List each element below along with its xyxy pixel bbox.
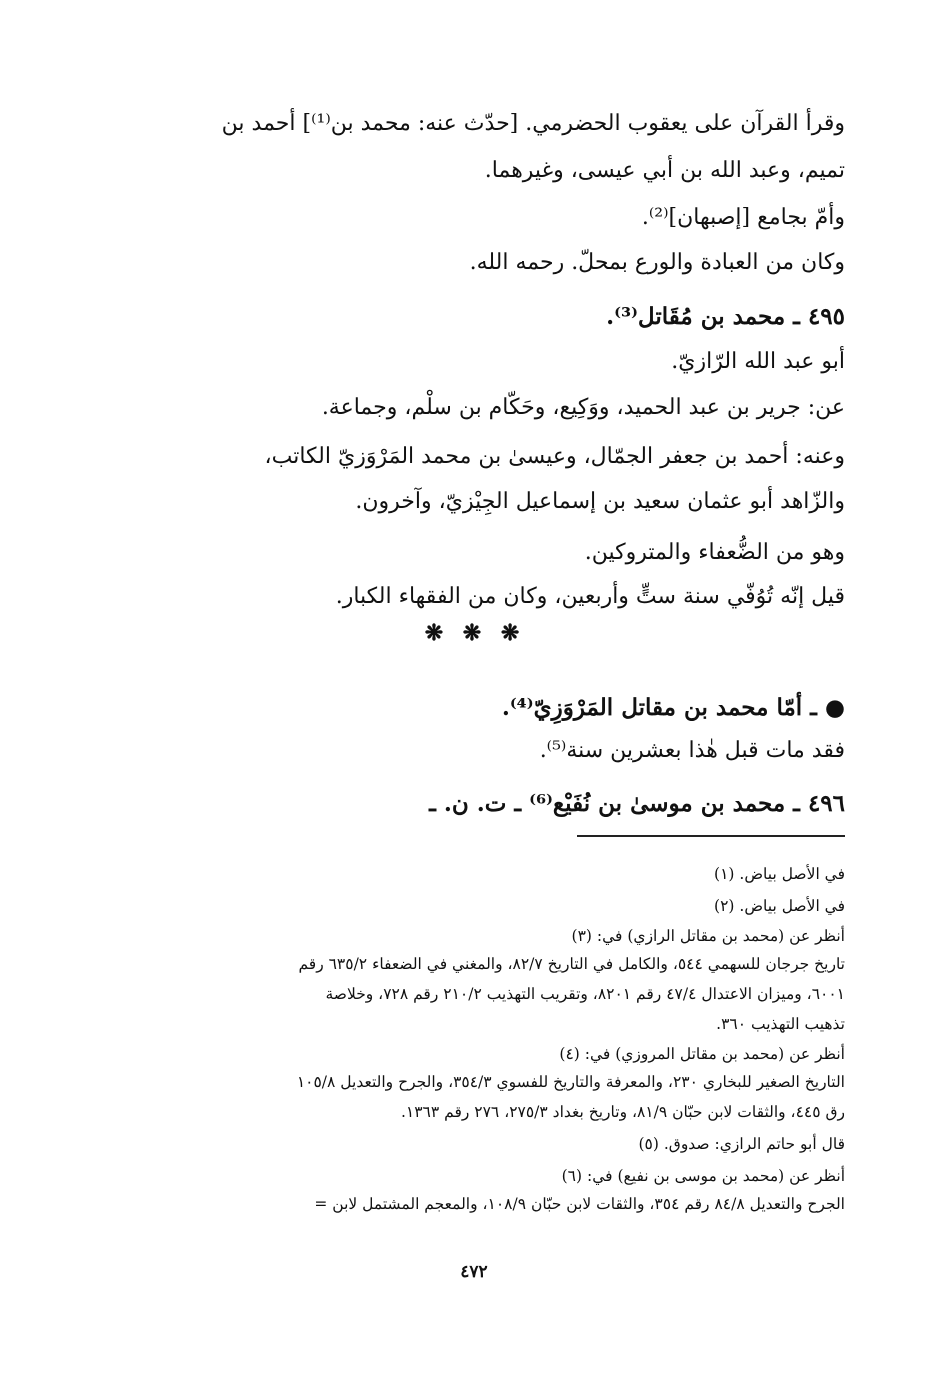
section-separator: ❋ ❋ ❋ (424, 620, 526, 646)
footnote-line: تاريخ جرجان للسهمي ٥٤٤، والكامل في التاريخ ٨٢/٧، والمغني في الضعفاء ٦٣٥/٢ رقم (298, 955, 845, 973)
entry-note-heading: ● ـ أمّا محمد بن مقاتل المَرْوَزِيّ⁽⁴⁾. (501, 694, 845, 721)
text-line: وقرأ القرآن على يعقوب الحضرمي. [حدّث عنه: محمد بن⁽¹⁾] أحمد بن (221, 111, 845, 136)
entry-heading-495: ٤٩٥ ـ محمد بن مُقَاتل⁽³⁾. (606, 303, 845, 330)
text-line: والزّاهد أبو عثمان سعيد بن إسماعيل الجِيْزيّ، وآخرون. (355, 489, 845, 514)
footnote-number: (٤) (559, 1045, 580, 1063)
page-number: ٤٧٢ (460, 1262, 488, 1282)
footnote-divider (577, 835, 845, 837)
footnote-number: (١) (714, 865, 735, 883)
text-line: وعنه: أحمد بن جعفر الجمّال، وعيسىٰ بن محمد المَرْوَزيّ الكاتب، (264, 444, 845, 469)
footnote-line: أنظر عن (محمد بن مقاتل المروزي) في: (٤) (544, 1040, 845, 1068)
footnote-line: ٦٠٠١، وميزان الاعتدال ٤٧/٤ رقم ٨٢٠١، وتقريب التهذيب ٢١٠/٢ رقم ٧٢٨، وخلاصة (325, 985, 845, 1003)
footnote-line: قال أبو حاتم الرازي: صدوق. (٥) (623, 1130, 845, 1158)
footnote-number: (٥) (638, 1135, 659, 1153)
footnote-line: الجرح والتعديل ٨٤/٨ رقم ٣٥٤، والثقات لابن حبّان ١٠٨/٩، والمعجم المشتمل لابن = (314, 1195, 845, 1213)
footnote-line: في الأصل بياض. (١) (698, 860, 845, 888)
text-line: وكان من العبادة والورع بمحلّ. رحمه الله. (469, 250, 845, 275)
text-line: تميم، وعبد الله بن أبي عيسى، وغيرهما. (484, 158, 845, 183)
text-line: قيل إنّه تُوُفّي سنة ستٍّ وأربعين، وكان من الفقهاء الكبار. (335, 584, 845, 609)
footnote-line: في الأصل بياض. (٢) (698, 892, 845, 920)
footnote-number: (٣) (571, 927, 592, 945)
footnote-line: التاريخ الصغير للبخاري ٢٣٠، والمعرفة والتاريخ للفسوي ٣٥٤/٣، والجرح والتعديل ١٠٥/٨ (296, 1073, 845, 1091)
footnote-number: (٦) (561, 1167, 583, 1185)
text-line: وهو من الضُّعفاء والمتروكين. (584, 540, 845, 565)
footnote-line: رق ٤٤٥، والثقات لابن حبّان ٨١/٩، وتاريخ بغداد ٢٧٥/٣، ٢٧٦ رقم ١٣٦٣. (400, 1103, 845, 1121)
text-line: عن: جرير بن عبد الحميد، ووَكِيع، وحَكّام بن سلْم، وجماعة. (321, 395, 845, 420)
footnote-line: أنظر عن (محمد بن موسى بن نفيع) في: (٦) (546, 1162, 845, 1190)
text-line: فقد مات قبل هٰذا بعشرين سنة⁽⁵⁾. (539, 738, 845, 763)
text-line: أبو عبد الله الرّازيّ. (671, 349, 845, 374)
footnote-number: (٢) (714, 897, 735, 915)
entry-heading-496: ٤٩٦ ـ محمد بن موسىٰ بن نُفَيْع⁽⁶⁾ ـ ت. ن. ـ (429, 790, 845, 817)
footnote-line: أنظر عن (محمد بن مقاتل الرازي) في: (٣) (556, 922, 845, 950)
footnote-line: تذهيب التهذيب ٣٦٠. (716, 1015, 845, 1033)
text-line: وأمّ بجامع [إصبهان]⁽²⁾. (641, 205, 845, 230)
